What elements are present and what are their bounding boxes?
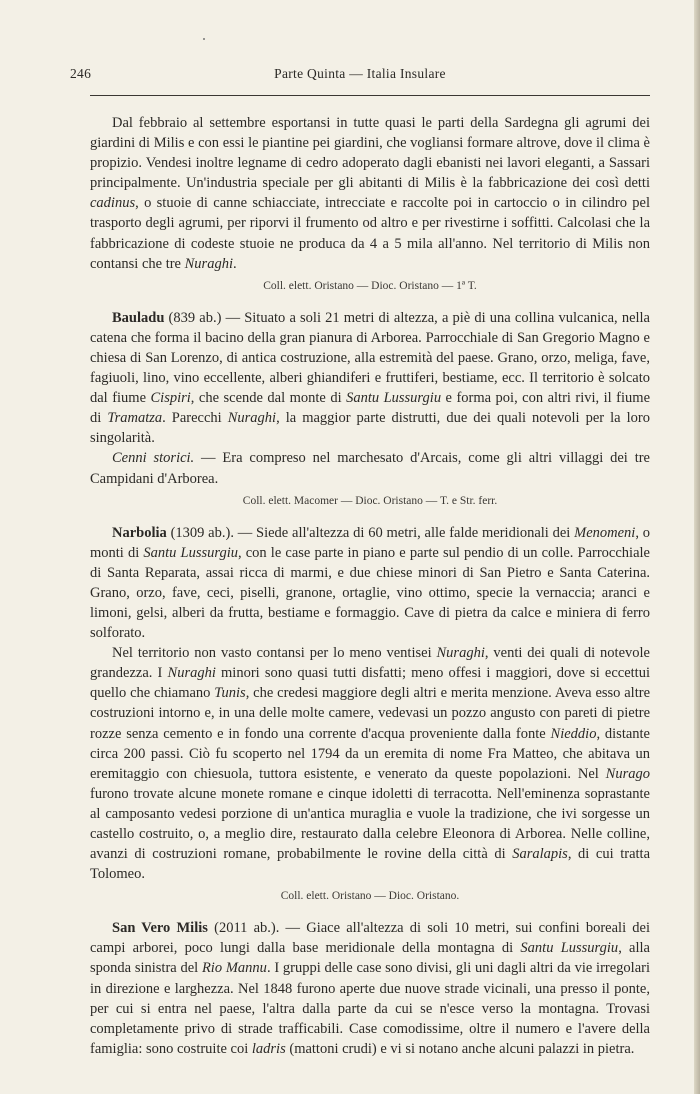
narbolia-colofon: Coll. elett. Oristano — Dioc. Oristano. — [280, 890, 460, 903]
running-title: Parte Quinta — Italia Insulare — [274, 66, 446, 81]
page-header — [70, 66, 650, 86]
bauladu-historical-notes: Cenni storici. — Era compreso nel marchesato d'Arcais, come gli altri villaggi dei tre Campidani d'Arborea. — [90, 450, 650, 487]
intro-paragraph: Dal febbraio al settembre esportansi in tutte quasi le parti della Sardegna gli agrumi dei giardini di Milis e con essi le piantine pei giardini, che vogliansi formare altrove, dove il clima è propizio. Vendesi inoltre legname di cedro adoperato dagli ebanisti nei lavori eleganti, a Sassari principalmente. Un'industria speciale per gli abitanti di Milis è la fabbricazione dei così detti cadinus, o stuoie di canne schiacciate, intrecciate e raccolte poi in cartoccio o in cilindro pel trasporto degli agrumi, per riporvi il frumento od altro e per rivestirne i soffitti. Calcolasi che la fabbricazione di codeste stuoie ne produca da 4 a 5 mila all'anno. Nel territorio di Milis non contansi che tre Nuraghi. — [90, 115, 650, 272]
entry-name: Bauladu — [112, 309, 165, 326]
entry-narbolia: Narbolia (1309 ab.). — Siede all'altezza di 60 metri, alle falde meridionali dei Menomeni, o monti di Santu Lussurgiu, con le case parte in piano e parte sul pendio di un colle. Parrocchiale di Santa Reparata, assai ricca di marmi, e due chiese minori di San Pietro e Santa Caterina. Grano, orzo, fave, ceci, piselli, granone, ortaglie, vino ottimo, specie la vernaccia; aranci e limoni, gelsi, alberi da frutta, bestiame e formaggio. Cave di pietra da calce e miniera di ferro solforato. — [90, 524, 651, 642]
entry-bauladu: Bauladu (839 ab.) — Situato a soli 21 metri di altezza, a piè di una collina vulcanica, nella catena che forma il bacino della gran pianura di Arborea. Parrocchiale di San Gregorio Magno e chiesa di San Lorenzo, di antica costruzione, alla estremità del paese. Grano, orzo, meliga, fave, fagiuoli, lino, vino eccellente, alberi ghiandiferi e fruttiferi, bestiame, ecc. Il territorio è solcato dal fiume Cispiri, che scende dal monte di Santu Lussurgiu e forma poi, con altri rivi, il fiume di Tramatza. Parecchi Nuraghi, la maggior parte distrutti, due dei quali notevoli per la loro singolarità. — [90, 309, 651, 447]
header-rule — [90, 95, 650, 96]
entry-name: Narbolia — [112, 524, 167, 541]
page-number: 246 — [70, 66, 92, 81]
entry-name: San Vero Milis — [112, 920, 208, 937]
narbolia-paragraph-2: Nel territorio non vasto contansi per lo meno ventisei Nuraghi, venti dei quali di notevole grandezza. I Nuraghi minori sono quasi tutti disfatti; meno offesi i maggiori, dove si eccettui quello che chiamano Tunis, che credesi maggiore degli altri e merita menzione. Aveva esso altre costruzioni intorno e, in una delle molte camere, vedevasi un pozzo angusto con pareti di pietre rozze senza cemento e in fondo una corrente d'acqua proveniente dalla fonte Nieddio, distante circa 200 passi. Ciò fu scoperto nel 1794 da un eremita di nome Fra Matteo, che abitava un eremitaggio con chiesuola, tuttora esistente, e venerato da queste popolazioni. Nel Nurago furono trovate alcune monete romane e cinque idoletti di terracotta. Nell'eminenza soprastante al camposanto vedesi porzione di un'antica muraglia e vuole la tradizione, che ivi sorgesse un castello costruito, o, a meglio dire, restaurato dalla celebre Eleonora di Arborea. Nelle colline, avanzi di costruzioni romane, probabilmente le rovine della città di Saralapis, di cui tratta Tolomeo. — [90, 645, 651, 883]
page-edge-shadow — [694, 0, 700, 1094]
bauladu-colofon: Coll. elett. Macomer — Dioc. Oristano — T. e Str. ferr. — [242, 494, 498, 507]
page-body — [90, 113, 650, 1059]
paper-speck — [203, 38, 205, 40]
entry-san-vero-milis: San Vero Milis (2011 ab.). — Giace all'altezza di soli 10 metri, sui confini boreali dei campi arborei, poco lungi dalla base meridionale della montagna di Santu Lussurgiu, alla sponda sinistra del Rio Mannu. I gruppi delle case sono divisi, gli uni dagli altri da vie irregolari in direzione e larghezza. Nel 1848 furono aperte due nuove strade vicinali, una presso il ponte, per cui si entra nel paese, l'altra dalla parte da cui se n'esce verso la montagna. Trovasi completamente privo di strade trafficabili. Case comodissime, oltre il numero e l'avere della famiglia: sono costruite coi ladris (mattoni crudi) e vi si notano anche alcuni palazzi in pietra. — [90, 920, 651, 1057]
intro-colofon: Coll. elett. Oristano — Dioc. Oristano — 1ª T. — [263, 279, 477, 292]
